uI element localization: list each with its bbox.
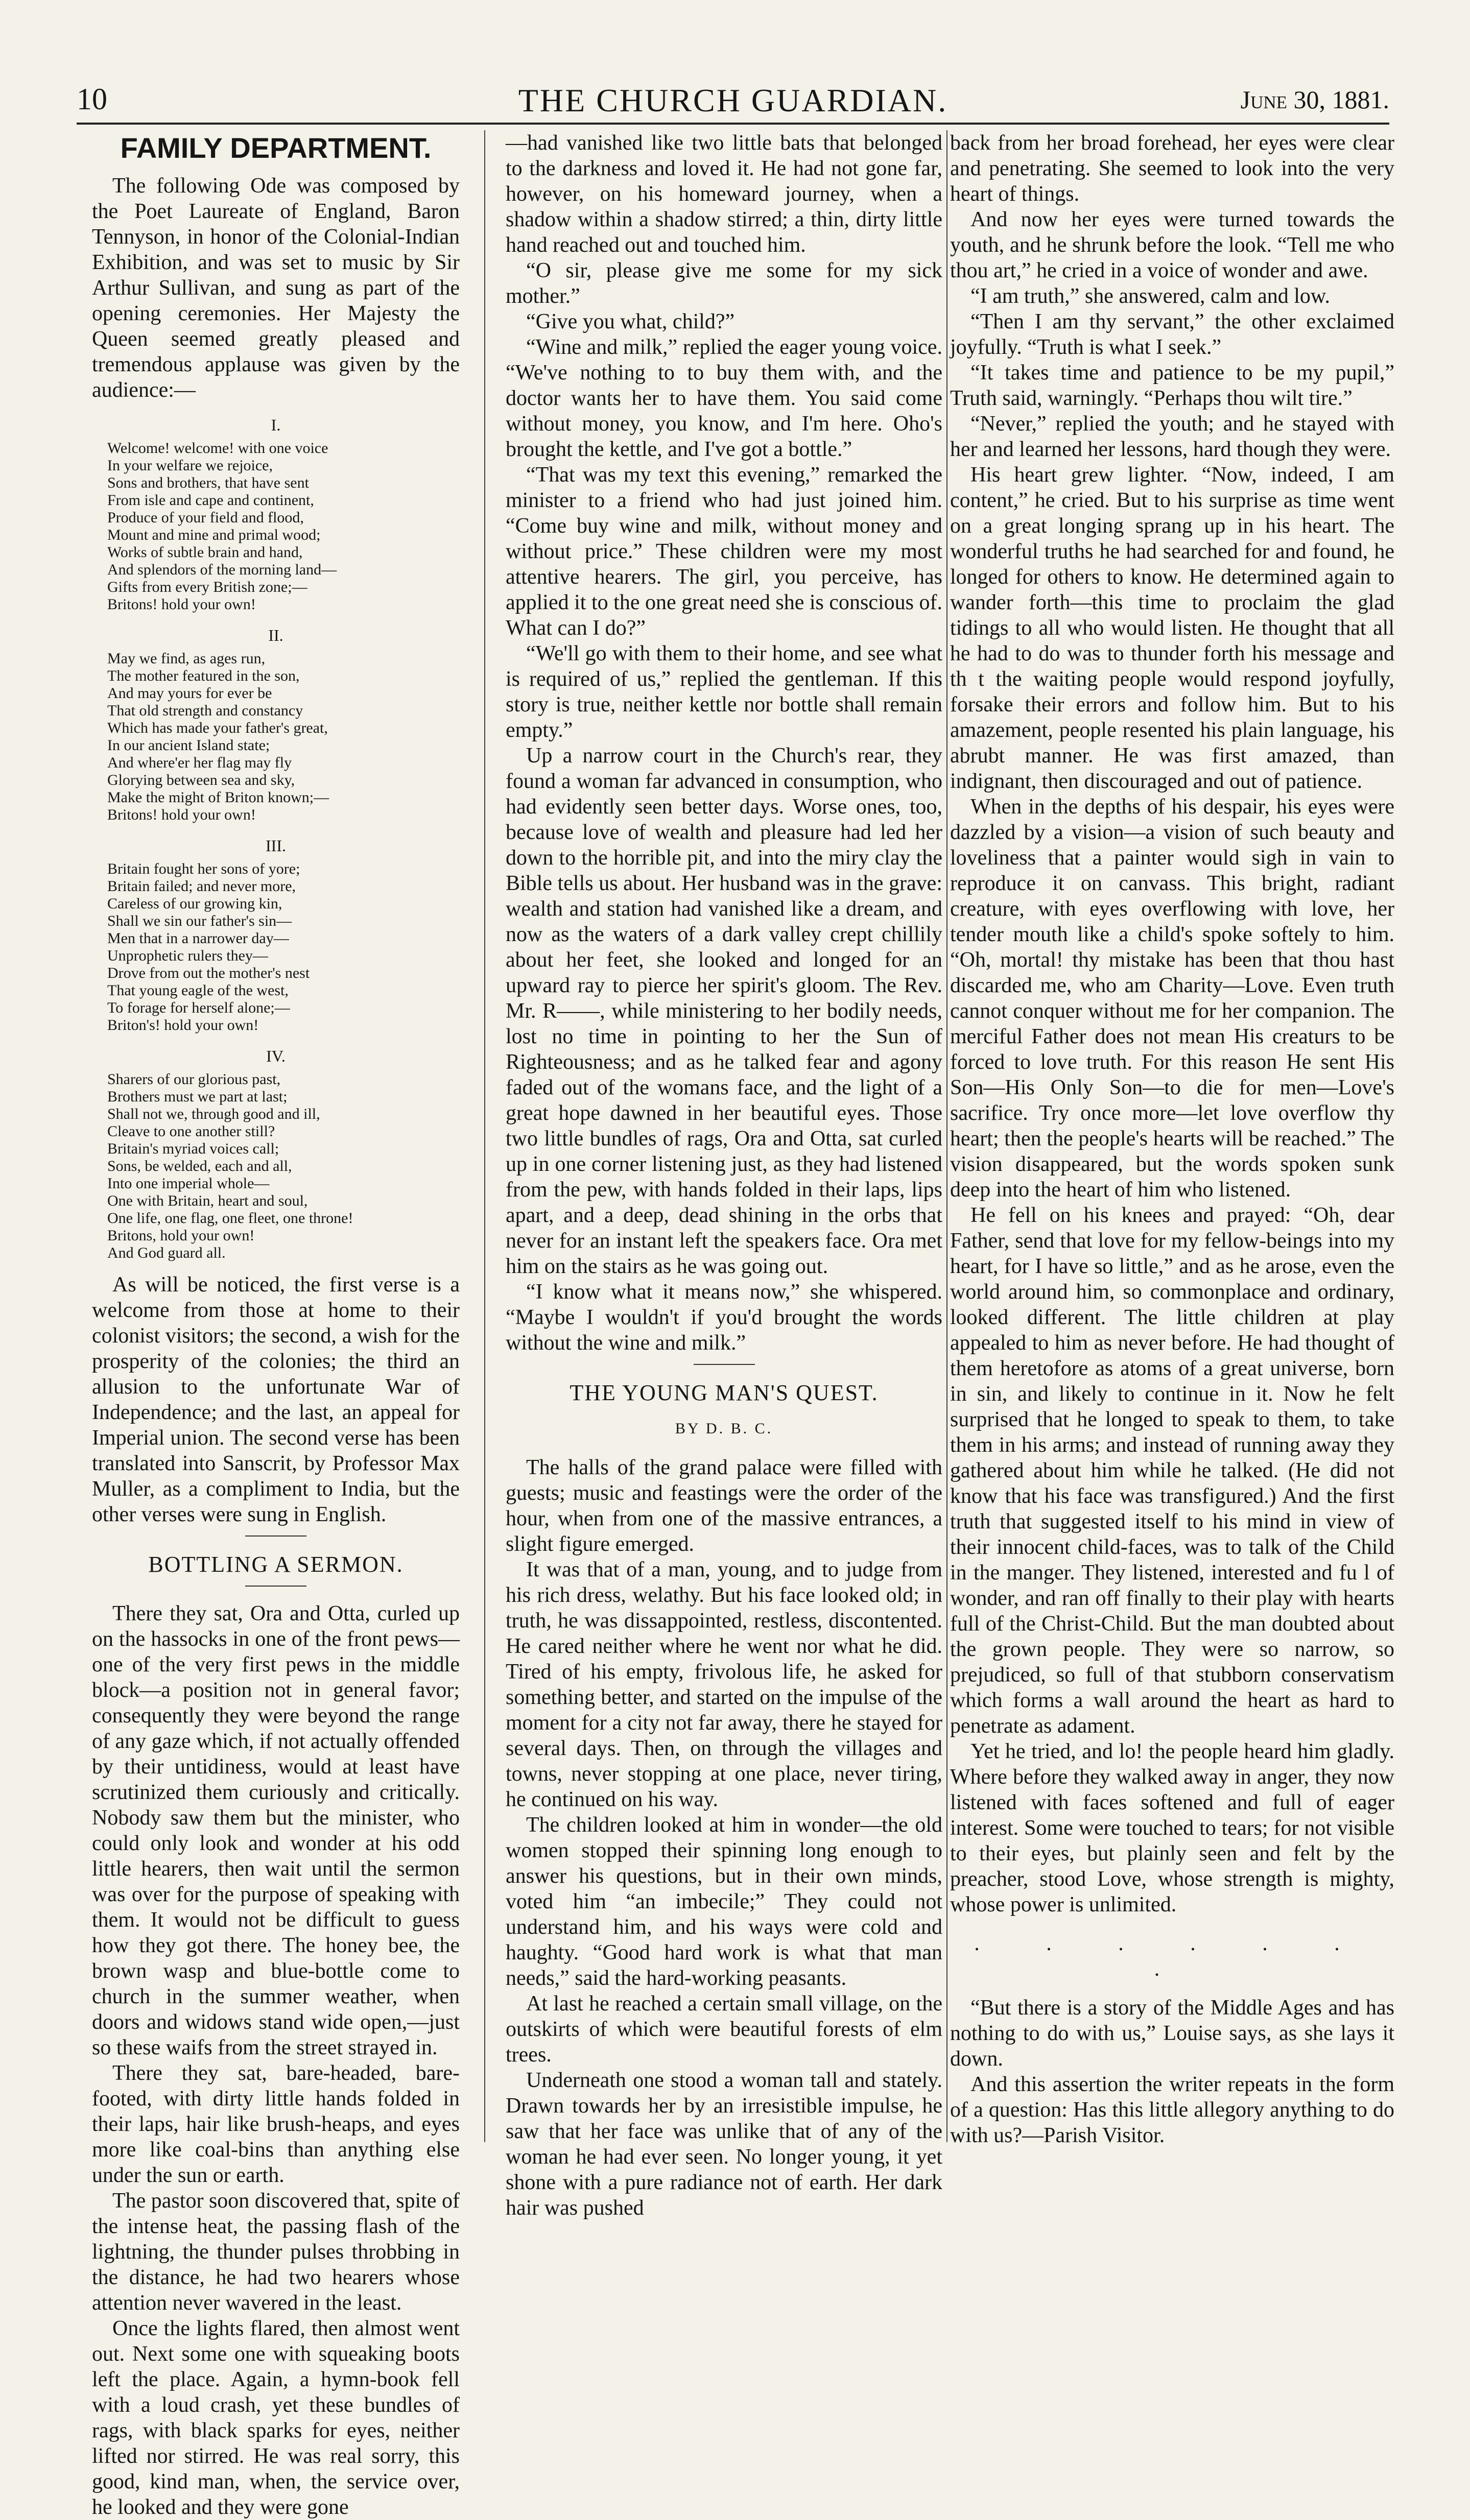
stanza-lines bbox=[107, 1071, 449, 1262]
paragraph: The children looked at him in wonder—the old women stopped their spinning long enough to answer his questions, but in their own minds, voted him “an imbecile;” They could not understand him, and his ways were cold and haughty. “Good hard work is what that man needs,” said the hard-working peasants. bbox=[506, 1813, 942, 1990]
paragraph: “O sir, please give me some for my sick mother.” bbox=[506, 259, 942, 308]
verse-line: In our ancient Island state; bbox=[107, 737, 270, 754]
department-heading: FAMILY DEPARTMENT. bbox=[120, 132, 432, 164]
verse-line: Britons! hold your own! bbox=[107, 596, 256, 613]
paragraph: “It takes time and patience to be my pupil,” Truth said, warningly. “Perhaps thou wilt tire.” bbox=[950, 361, 1394, 410]
verse-line: Brothers must we part at last; bbox=[107, 1088, 288, 1105]
stanza-lines bbox=[107, 650, 449, 824]
verse-line: Into one imperial whole— bbox=[107, 1175, 270, 1192]
verse-line: Cleave to one another still? bbox=[107, 1123, 275, 1140]
verse-line: To forage for herself alone;— bbox=[107, 999, 290, 1016]
paragraph: “We'll go with them to their home, and see what is required of us,” replied the gentleman. If this story is true, neither kettle nor bottle shall remain empty.” bbox=[506, 642, 942, 742]
page-number: 10 bbox=[77, 82, 107, 116]
ode-intro: The following Ode was composed by the Poet Laureate of England, Baron Tennyson, in honor of the Colonial-Indian Exhibition, and was set to music by Sir Arthur Sullivan, and sung as part of the opening ceremonies. Her Majesty the Queen seemed greatly pleased and tremendous applause was given by the audience:— bbox=[92, 174, 460, 402]
paragraph: “Give you what, child?” bbox=[526, 310, 735, 333]
verse-line: Britain's myriad voices call; bbox=[107, 1140, 279, 1157]
verse-line: Britons! hold your own! bbox=[107, 806, 256, 823]
ode-note: As will be noticed, the first verse is a welcome from those at home to their colonist visitors; the second, a wish for the prosperity of the colonies; the third an allusion to the unfortunate War of Independence; and the last, an appeal for Imperial union. The second verse has been translated into Sanscrit, by Professor Max Muller, as a compliment to India, but the other verses were sung in English. bbox=[92, 1273, 460, 1526]
paragraph: When in the depths of his despair, his eyes were dazzled by a vision—a vision of such beauty and loveliness that a painter would sigh in vain to reproduce it on canvass. This bright, radiant creature, with eyes overflowing with love, her tender mouth like a child's spoke softely to him. “Oh, mortal! thy mistake has been that thou hast discarded me, who am Charity—Love. Even truth cannot conquer without me for her companion. The merciful Father does not mean His creaturs to be forced to love truth. For this reason He sent His Son—His Only Son—to die for men—Love's sacrifice. Try once more—let love overflow thy heart; then the people's hearts will be reached.” The vision disappeared, but the words spoken sunk deep into the heart of him who listened. bbox=[950, 795, 1394, 1202]
paragraph: “Then I am thy servant,” the other exclaimed joyfully. “Truth is what I seek.” bbox=[950, 310, 1394, 359]
paragraph: “I am truth,” she answered, calm and low. bbox=[970, 284, 1331, 308]
paragraph: Up a narrow court in the Church's rear, they found a woman far advanced in consumption, who had evidently seen better days. Worse ones, too, because love of wealth and pleasure had led her down to the horrible pit, and into the miry clay the Bible tells us about. Her husband was in the grave: wealth and station had vanished like a dream, and now as the waters of a dark valley crept chillily about her feet, she looked and longed for an upward ray to pierce her spirit's gloom. The Rev. Mr. R——, while ministering to her bodily needs, lost no time in pointing to her the Sun of Righteousness; and as he talked fear and agony faded out of the womans face, and the light of a great hope dawned in her beautiful eyes. Those two little bundles of rags, Ora and Otta, sat curled up in one corner listening just, as they had listened from the pew, with hands folded in their laps, lips apart, and a deep, dead shining in the orbs that never for an instant left the speakers face. Ora met him on the stairs as he was going out. bbox=[506, 744, 942, 1278]
stanza-number: II. bbox=[268, 626, 283, 644]
verse-line: Britain fought her sons of yore; bbox=[107, 860, 300, 877]
issue-date: June 30, 1881. bbox=[1240, 85, 1389, 114]
paragraph: “Wine and milk,” replied the eager young voice. “We've nothing to to buy them with, and the doctor wants her to have them. You said come without money, you know, and I'm here. Oho's brought the kettle, and I've got a bottle.” bbox=[506, 335, 942, 461]
paragraph: Once the lights flared, then almost went out. Next some one with squeaking boots left the place. Again, a hymn-book fell with a loud crash, yet these bundles of rags, with black sparks for eyes, neither lifted nor stirred. He was real sorry, this good, kind man, when, the service over, he looked and they were gone bbox=[92, 2317, 460, 2519]
ode-stanza bbox=[92, 833, 460, 1034]
paragraph: “That was my text this evening,” remarked the minister to a friend who had just joined him. “Come buy wine and milk, without money and without price.” These children were my most attentive hearers. The girl, you perceive, has applied it to the one great need she is conscious of. What can I do?” bbox=[506, 463, 942, 640]
verse-line: That young eagle of the west, bbox=[107, 982, 289, 999]
column-rule bbox=[946, 130, 947, 2142]
paragraph: He fell on his knees and prayed: “Oh, dear Father, send that love for my fellow-beings into my heart, for I have so little,” and as he arose, even the world around him, so commonplace and ordinary, looked different. The little children at play appealed to him as never before. He had thought of them heretofore as atoms of a great universe, born in sin, and likely to continue in it. Now he felt surprised that he longed to speak to them, to take them in his arms; and instead of running away they gathered about him while he talked. (He did not know that his face was transfigured.) And the first truth that suggested itself to his mind in view of their innocent child-faces, was to talk of the Child in the manger. They listened, interested and fu l of wonder, and ran off finally to their play with hearts full of the Christ-Child. But the man doubted about the grown people. They were so narrow, so prejudiced, so full of that stubborn conservatism which forms a wall around the heart as hard to penetrate as adament. bbox=[950, 1204, 1394, 1738]
column-2 bbox=[506, 130, 942, 2220]
paragraph: And now her eyes were turned towards the youth, and he shrunk before the look. “Tell me who thou art,” he cried in a voice of wonder and awe. bbox=[950, 208, 1394, 282]
verse-line: Shall we sin our father's sin— bbox=[107, 913, 292, 929]
article-heading-bottling: BOTTLING A SERMON. bbox=[148, 1552, 404, 1577]
column-3 bbox=[950, 130, 1394, 2147]
paragraph: “Never,” replied the youth; and he stayed with her and learned her lessons, hard though they were. bbox=[950, 412, 1394, 461]
verse-line: May we find, as ages run, bbox=[107, 650, 266, 667]
masthead bbox=[77, 82, 1389, 125]
verse-line: And splendors of the morning land— bbox=[107, 561, 337, 578]
verse-line: In your welfare we rejoice, bbox=[107, 457, 273, 474]
paragraph: There they sat, Ora and Otta, curled up on the hassocks in one of the front pews—one of the very first pews in the middle block—a position not in general favor; consequently they were beyond the range of any gaze which, if not actually offended by their untidiness, would at least have scrutinized them curiously and critically. Nobody saw them but the minister, who could only look and wonder at his odd little hearers, then wait until the sermon was over for the purpose of speaking with them. It would not be difficult to guess how they got there. The honey bee, the brown wasp and blue-bottle come to church in the summer weather, when doors and widows stand wide open,—just so these waifs from the street strayed in. bbox=[92, 1602, 460, 2059]
paragraph: It was that of a man, young, and to judge from his rich dress, welathy. But his face looked old; in truth, he was dissappointed, restless, discontented. He cared neither where he went nor what he did. Tired of his empty, frivolous life, he asked for something better, and started on the impulse of the moment for a city not far away, there he stayed for several days. Then, on through the villages and towns, never stopping at one place, never tiring, he continued on his way. bbox=[506, 1558, 942, 1811]
verse-line: Britons, hold your own! bbox=[107, 1227, 255, 1244]
verse-line: And God guard all. bbox=[107, 1244, 226, 1261]
section-divider bbox=[245, 1586, 306, 1587]
stanza-number: III. bbox=[266, 836, 286, 855]
verse-line: Unprophetic rulers they— bbox=[107, 947, 268, 964]
paragraph: Yet he tried, and lo! the people heard him gladly. Where before they walked away in anger, they now listened with faces softened and full of eager interest. Some were touched to tears; for not visible to their eyes, but plainly seen and felt by the preacher, stood Love, whose strength is mighty, whose power is unlimited. bbox=[950, 1740, 1394, 1916]
verse-line: Glorying between sea and sky, bbox=[107, 772, 295, 788]
ode-stanza bbox=[92, 622, 460, 824]
paragraph: “I know what it means now,” she whispered. “Maybe I wouldn't if you'd brought the words without the wine and milk.” bbox=[506, 1280, 942, 1355]
verse-line: Which has made your father's great, bbox=[107, 719, 328, 736]
stanza-lines bbox=[107, 860, 449, 1034]
paragraph: The halls of the grand palace were filled with guests; music and feastings were the order of the hour, when from one of the massive entrances, a slight figure emerged. bbox=[506, 1456, 942, 1556]
verse-line: One life, one flag, one fleet, one throne! bbox=[107, 1210, 353, 1227]
verse-line: Sons, be welded, each and all, bbox=[107, 1158, 292, 1174]
verse-line: Works of subtle brain and hand, bbox=[107, 544, 303, 561]
verse-line: Careless of our growing kin, bbox=[107, 895, 282, 912]
ellipsis-divider: . . . . . . . bbox=[974, 1932, 1370, 1981]
verse-line: That old strength and constancy bbox=[107, 702, 303, 719]
column-1 bbox=[92, 130, 460, 2519]
verse-line: From isle and cape and continent, bbox=[107, 492, 314, 509]
stanza-number: IV. bbox=[266, 1047, 286, 1065]
section-divider bbox=[245, 1535, 306, 1537]
paragraph: And this assertion the writer repeats in the form of a question: Has this little allegory anything to do with us?—Parish Visitor. bbox=[950, 2073, 1394, 2147]
byline: BY D. B. C. bbox=[675, 1420, 773, 1437]
verse-line: And may yours for ever be bbox=[107, 685, 272, 702]
column-rule bbox=[484, 130, 485, 2142]
paragraph: Underneath one stood a woman tall and stately. Drawn towards her by an irresistible impulse, he saw that her face was unlike that of any of the woman he had ever seen. No longer young, it yet shone with a pure radiance not of earth. Her dark hair was pushed bbox=[506, 2069, 942, 2220]
paragraph: At last he reached a certain small village, on the outskirts of which were beautiful forests of elm trees. bbox=[506, 1992, 942, 2067]
verse-line: Britain failed; and never more, bbox=[107, 878, 296, 895]
stanza-lines bbox=[107, 440, 449, 613]
verse-line: Sharers of our glorious past, bbox=[107, 1071, 281, 1088]
paragraph: His heart grew lighter. “Now, indeed, I am content,” he cried. But to his surprise as time went on a great longing sprang up in his heart. The wonderful truths he had searched for and found, he longed for others to know. He determined again to wander forth—this time to proclaim the glad tidings to all who would listen. He thought that all he had to do was to thunder forth his message and th t the waiting people would respond joyfully, forsake their errors and follow him. But to his amazement, people resented his plain language, his abrubt manner. He was first amazed, than indignant, then discouraged and out of patience. bbox=[950, 463, 1394, 793]
stanza-number: I. bbox=[271, 416, 281, 434]
paragraph: The pastor soon discovered that, spite of the intense heat, the passing flash of the lightning, the thunder pulses throbbing in the distance, he had two hearers whose attention never wavered in the least. bbox=[92, 2189, 460, 2315]
verse-line: Men that in a narrower day— bbox=[107, 930, 289, 947]
verse-line: Make the might of Briton known;— bbox=[107, 789, 329, 806]
newspaper-title: THE CHURCH GUARDIAN. bbox=[518, 82, 948, 118]
ode-stanza bbox=[92, 1043, 460, 1262]
ode-stanza bbox=[92, 412, 460, 613]
verse-line: Gifts from every British zone;— bbox=[107, 579, 307, 595]
paragraph: “But there is a story of the Middle Ages and has nothing to do with us,” Louise says, as she lays it down. bbox=[950, 1996, 1394, 2071]
verse-line: Sons and brothers, that have sent bbox=[107, 474, 309, 491]
verse-line: One with Britain, heart and soul, bbox=[107, 1192, 308, 1209]
verse-line: The mother featured in the son, bbox=[107, 667, 300, 684]
verse-line: Mount and mine and primal wood; bbox=[107, 526, 321, 543]
verse-line: Drove from out the mother's nest bbox=[107, 965, 310, 981]
section-divider bbox=[694, 1364, 755, 1365]
paragraph: There they sat, bare-headed, bare-footed, with dirty little hands folded in their laps, hair like brush-heaps, and eyes more like coal-bins than anything else under the sun or earth. bbox=[92, 2061, 460, 2187]
verse-line: Welcome! welcome! with one voice bbox=[107, 440, 328, 457]
verse-line: Produce of your field and flood, bbox=[107, 509, 304, 526]
verse-line: And where'er her flag may fly bbox=[107, 754, 292, 771]
verse-line: Shall not we, through good and ill, bbox=[107, 1106, 320, 1122]
verse-line: Briton's! hold your own! bbox=[107, 1017, 259, 1034]
article-heading-quest: THE YOUNG MAN'S QUEST. bbox=[570, 1380, 879, 1405]
paragraph: —had vanished like two little bats that belonged to the darkness and loved it. He had not gone far, however, on his homeward journey, when a shadow within a shadow stirred; a thin, dirty little hand reached out and touched him. bbox=[506, 131, 942, 257]
paragraph: back from her broad forehead, her eyes were clear and penetrating. She seemed to look into the very heart of things. bbox=[950, 131, 1394, 206]
